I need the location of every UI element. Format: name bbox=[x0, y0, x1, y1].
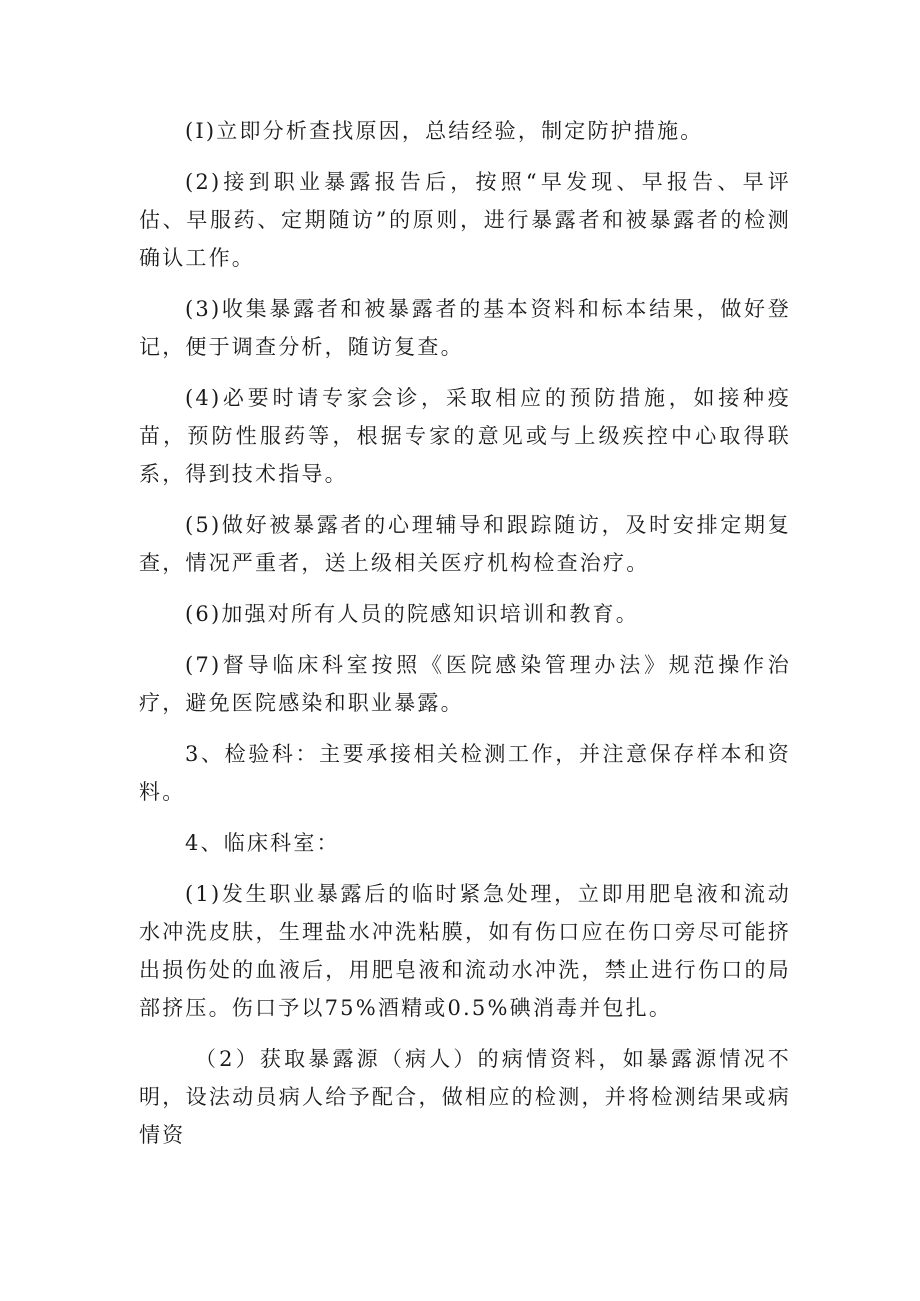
paragraph-step-3: (3)收集暴露者和被暴露者的基本资料和标本结果，做好登记，便于调查分析，随访复查。 bbox=[139, 297, 791, 359]
document-body bbox=[139, 112, 791, 1167]
paragraph-step-2: (2)接到职业暴露报告后，按照“早发现、早报告、早评估、早服药、定期随访”的原则，进行暴露者和被暴露者的检测确认工作。 bbox=[139, 170, 791, 270]
paragraph-clinical-step-2: （2）获取暴露源（病人）的病情资料，如暴露源情况不明，设法动员病人给予配合，做相应的检测，并将检测结果或病情资 bbox=[139, 1047, 791, 1147]
paragraph-step-7: (7)督导临床科室按照《医院感染管理办法》规范操作治疗，避免医院感染和职业暴露。 bbox=[139, 653, 791, 715]
paragraph-step-4: (4)必要时请专家会诊，采取相应的预防措施，如接种疫苗，预防性服药等，根据专家的意见或与上级疾控中心取得联系，得到技术指导。 bbox=[139, 386, 791, 486]
paragraph-clinical-step-1: (1)发生职业暴露后的临时紧急处理，立即用肥皂液和流动水冲洗皮肤，生理盐水冲洗粘膜，如有伤口应在伤口旁尽可能挤出损伤处的血液后，用肥皂液和流动水冲洗，禁止进行伤口的局部挤压。伤口予以75%酒精或0.5%碘消毒并包扎。 bbox=[139, 882, 791, 1020]
paragraph-step-5: (5)做好被暴露者的心理辅导和跟踪随访，及时安排定期复查，情况严重者，送上级相关医疗机构检查治疗。 bbox=[139, 513, 791, 575]
paragraph-step-6: (6)加强对所有人员的院感知识培训和教育。 bbox=[185, 602, 639, 626]
paragraph-lab-department: 3、检验科：主要承接相关检测工作，并注意保存样本和资料。 bbox=[139, 742, 791, 804]
paragraph-clinical-heading: 4、临床科室： bbox=[185, 831, 340, 855]
paragraph-step-1: (I)立即分析查找原因，总结经验，制定防护措施。 bbox=[185, 119, 704, 143]
